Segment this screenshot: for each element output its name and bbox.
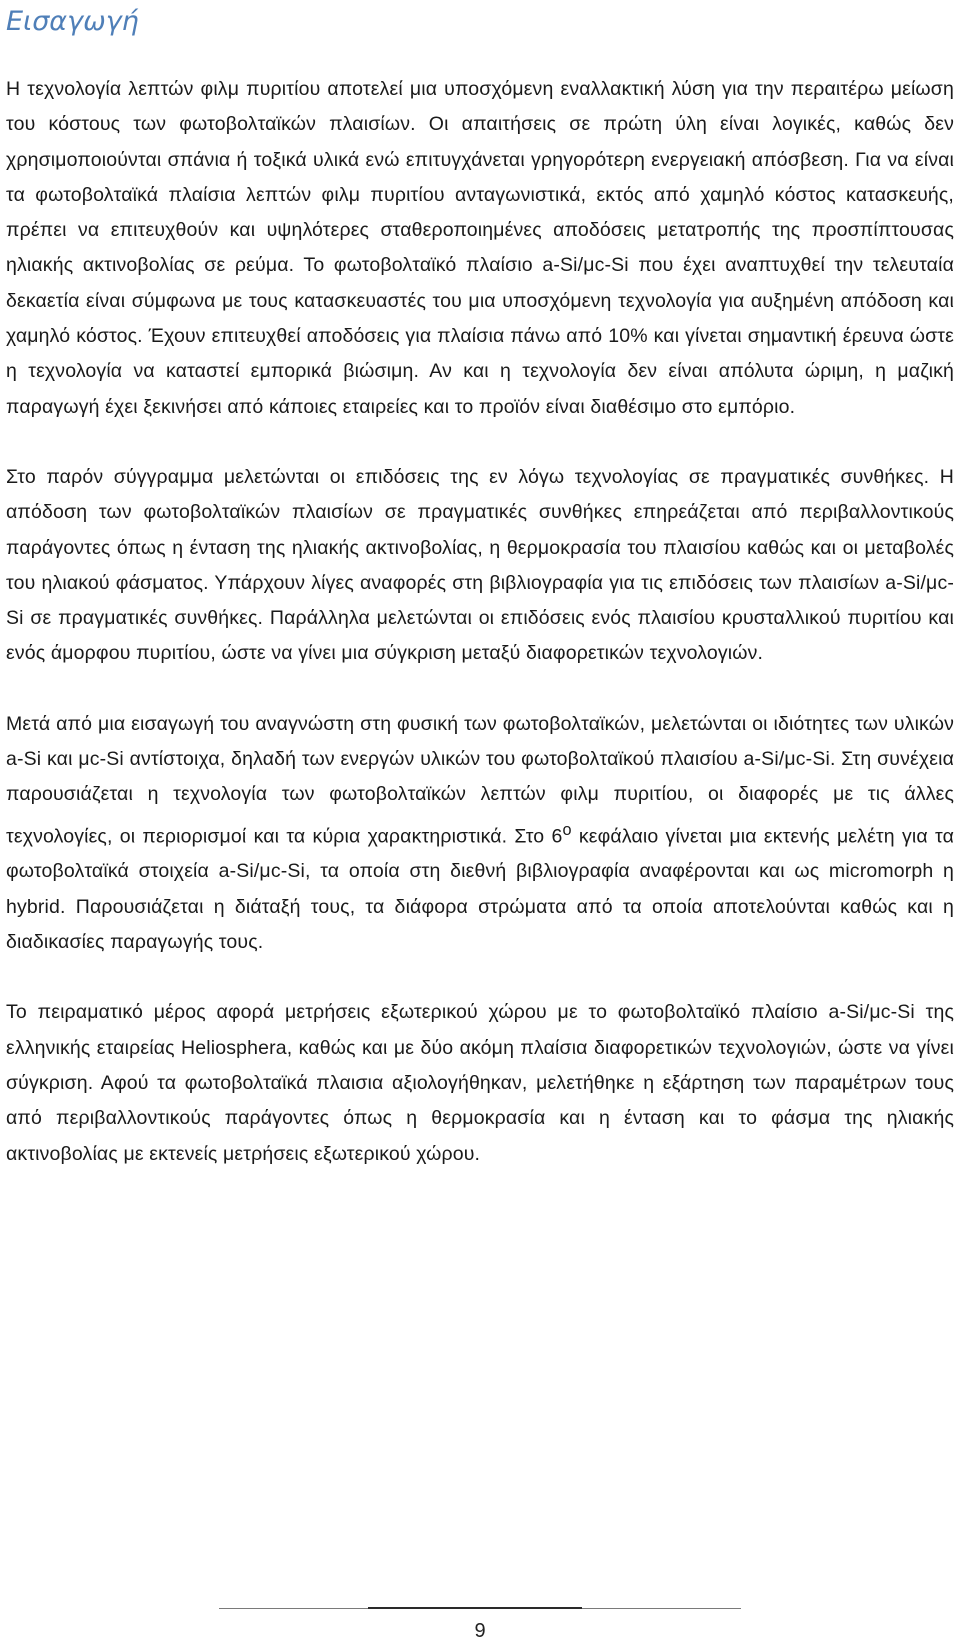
section-heading: Εισαγωγή (6, 6, 139, 37)
footer-divider-accent (368, 1607, 582, 1609)
paragraph-introduction: Η τεχνολογία λεπτών φιλμ πυριτίου αποτελεί μια υποσχόμενη εναλλακτική λύση για την περαιτέρω μείωση του κόστους των φωτοβολταϊκών πλαισίων. Οι απαιτήσεις σε πρώτη ύλη είναι λογικές, καθώς δεν χρησιμοποιούνται σπάνια ή τοξικά υλικά ενώ επιτυγχάνεται γρηγορότερη ενεργειακή απόσβεση. Για να είναι τα φωτοβολταϊκά πλαίσια λεπτών φιλμ πυριτίου ανταγωνιστικά, εκτός από χαμηλό κόστος κατασκευής, πρέπει να επιτευχθούν και υψηλότερες σταθεροποιημένες αποδόσεις μετατροπής της προσπίπτουσας ηλιακής ακτινοβολίας σε ρεύμα. Το φωτοβολταϊκό πλαίσιο a-Si/μc-Si που έχει αναπτυχθεί την τελευταία δεκαετία είναι σύμφωνα με τους κατασκευαστές του μια υποσχόμενη τεχνολογία για αυξημένη απόδοση και χαμηλό κόστος. Έχουν επιτευχθεί αποδόσεις για πλαίσια πάνω από 10% και γίνεται σημαντική έρευνα ώστε η τεχνολογία να καταστεί εμπορικά βιώσιμη. Αν και η τεχνολογία δεν είναι απόλυτα ώριμη, η μαζική παραγωγή έχει ξεκινήσει από κάποιες εταιρείες και το προϊόν είναι διαθέσιμο στο εμπόριο. (6, 78, 954, 418)
paragraph-scope: Στο παρόν σύγγραμμα μελετώνται οι επιδόσεις της εν λόγω τεχνολογίας σε πραγματικές συνθήκες. Η απόδοση των φωτοβολταϊκών πλαισίων σε πραγματικές συνθήκες επηρεάζεται από περιβαλλοντικούς παράγοντες όπως η ένταση της ηλιακής ακτινοβολίας, η θερμοκρασία του πλαισίου καθώς και οι μεταβολές του ηλιακού φάσματος. Υπάρχουν λίγες αναφορές στη βιβλιογραφία για τις επιδόσεις των πλαισίων a-Si/μc-Si σε πραγματικές συνθήκες. Παράλληλα μελετώνται οι επιδόσεις ενός πλαισίου κρυσταλλικού πυριτίου και ενός άμορφου πυριτίου, ώστε να γίνει μια σύγκριση μεταξύ διαφορετικών τεχνολογιών. (6, 465, 954, 665)
paragraph-experimental: Το πειραματικό μέρος αφορά μετρήσεις εξωτερικού χώρου με το φωτοβολταϊκό πλαίσιο a-Si/μc-Si της ελληνικής εταιρείας Heliosphera, καθώς και με δύο ακόμη πλαίσια διαφορετικών τεχνολογιών, ώστε να γίνει σύγκριση. Αφού τα φωτοβολταϊκά πλαισια αξιολογήθηκαν, μελετήθηκε η εξάρτηση των παραμέτρων τους από περιβαλλοντικούς παράγοντες όπως η θερμοκρασία και η ένταση και το φάσμα της ηλιακής ακτινοβολίας με εκτενείς μετρήσεις εξωτερικού χώρου. (6, 1001, 954, 1165)
paragraph-structure-text-start: Μετά από μια εισαγωγή του αναγνώστη στη φυσική των φωτοβολταϊκών, μελετώνται οι ιδιότητες των υλικών a-Si και μc-Si αντίστοιχα, δηλαδή των ενεργών υλικών του φωτοβολταϊκού πλαισίου a-Si/μc-Si. Στη συνέχεια παρουσιάζεται η τεχνολογία των φωτοβολταϊκών λεπτών φιλμ πυριτίου, οι διαφορές με τις άλλες τεχνολογίες, οι περιορισμοί και τα κύρια χαρακτηριστικά. Στο 6 (6, 712, 954, 848)
page-number: 9 (474, 1620, 486, 1642)
paragraph-structure (6, 707, 954, 961)
page-footer (0, 1598, 960, 1647)
document-page (6, 0, 954, 1172)
paragraph-structure-text-end: κεφάλαιο γίνεται μια εκτενής μελέτη για τα φωτοβολταϊκά στοιχεία a-Si/μc-Si, τα οποία στη διεθνή βιβλιογραφία αναφέρονται και ως micromorph η hybrid. Παρουσιάζεται η διάταξή τους, τα διάφορα στρώματα από τα οποία αποτελούνται καθώς και η διαδικασίες παραγωγής τους. (6, 825, 954, 954)
ordinal-superscript: ο (562, 820, 572, 839)
